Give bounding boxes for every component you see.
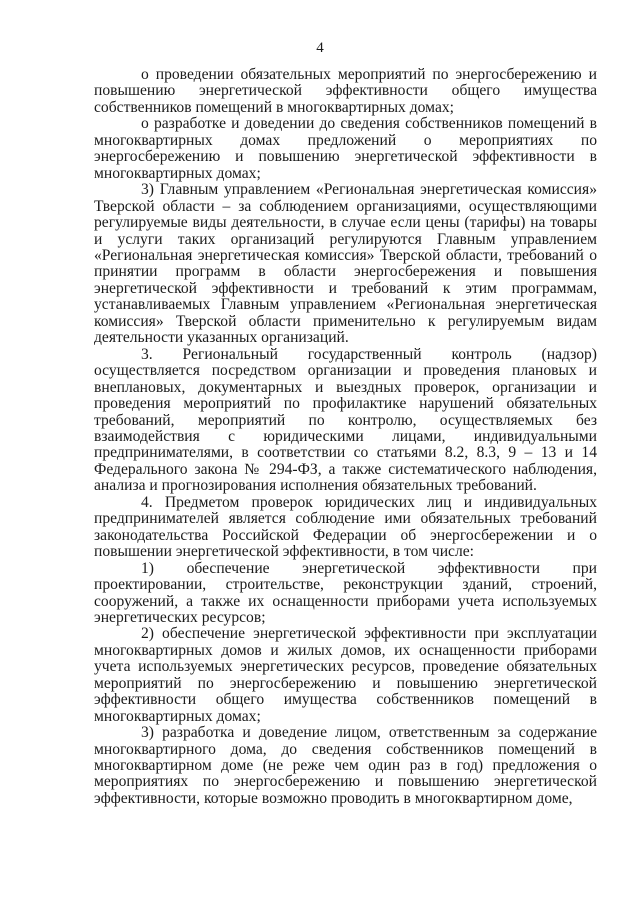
paragraph: 3. Региональный государственный контроль (надзор) осуществляется посредством организации и проведения плановых и внеплановых, документарных и выездных проверок, организации и проведения мероприятий по профилактике нарушений обязательных требований, мероприятий по контролю, осуществляемых без взаимодействия с юридическими лицами, индивидуальными предпринимателями, в соответствии со статьями 8.2, 8.3, 9 – 13 и 14 Федерального закона № 294-ФЗ, а также систематического наблюдения, анализа и прогнозирования исполнения обязательных требований. — [94, 345, 597, 495]
paragraph: 1) обеспечение энергетической эффективности при проектировании, строительстве, реконструкции зданий, строений, сооружений, а также их оснащенности приборами учета используемых энергетических ресурсов; — [94, 559, 597, 626]
paragraph: 2) обеспечение энергетической эффективности при эксплуатации многоквартирных домов и жилых домов, их оснащенности приборами учета используемых энергетических ресурсов, проведение обязательных мероприятий по энергосбережению и повышению энергетической эффективности общего имущества собственников помещений в многоквартирных домах; — [94, 625, 597, 725]
paragraph: 3) разработка и доведение лицом, ответственным за содержание многоквартирного дома, до сведения собственников помещений в многоквартирном доме (не реже чем один раз в год) предложения о мероприятиях по энергосбережению и повышению энергетической эффективности, которые возможно проводить в многоквартирном доме, — [94, 724, 597, 807]
page-number: 4 — [316, 40, 324, 56]
document-body — [94, 67, 597, 807]
paragraph: 4. Предметом проверок юридических лиц и индивидуальных предпринимателей является соблюдение ими обязательных требований законодательства Российской Федерации об энергосбережении и о повышении энергетической эффективности, в том числе: — [94, 493, 597, 561]
paragraph: 3) Главным управлением «Региональная энергетическая комиссия» Тверской области – за соблюдением организациями, осуществляющими регулируемые виды деятельности, в случае если цены (тарифы) на товары и услуги таких организаций регулируются Главным управлением «Региональная энергетическая комиссия» Тверской области, требований о принятии программ в области энергосбережения и повышения энергетической эффективности и требований к этим программам, устанавливаемых Главным управлением «Региональная энергетическая комиссия» Тверской области применительно к регулируемым видам деятельности указанных организаций. — [94, 181, 597, 347]
paragraph: о проведении обязательных мероприятий по энергосбережению и повышению энергетической эффективности общего имущества собственников помещений в многоквартирных домах; — [94, 66, 597, 116]
paragraph: о разработке и доведении до сведения собственников помещений в многоквартирных домах предложений о мероприятиях по энергосбережению и повышению энергетической эффективности в многоквартирных домах; — [94, 115, 597, 182]
